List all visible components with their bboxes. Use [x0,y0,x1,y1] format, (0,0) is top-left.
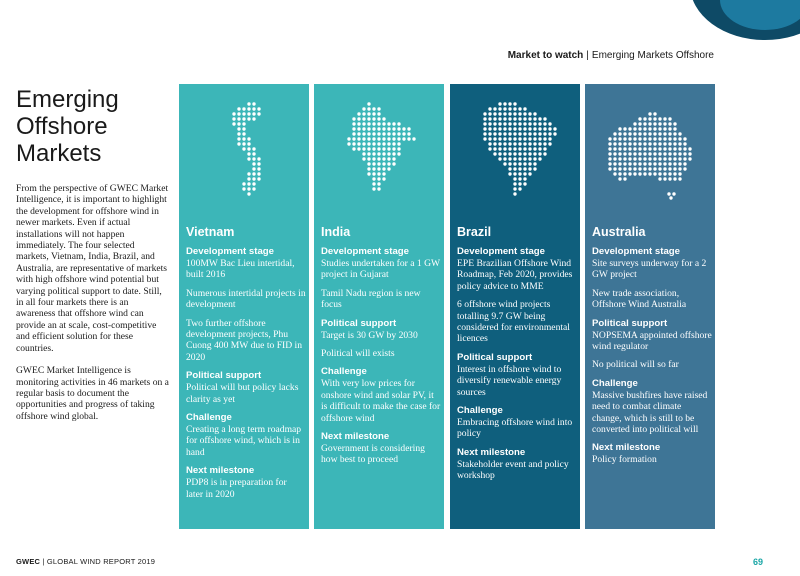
section-item: EPE Brazilian Offshore Wind Roadmap, Feb 2020, provides policy advice to MME [457,258,573,292]
country-map [314,84,444,212]
section-item: NOPSEMA appointed offshore wind regulator [592,329,712,353]
footer-report: GLOBAL WIND REPORT 2019 [46,557,156,566]
intro-paragraph: From the perspective of GWEC Market Intelligence, it is important to highlight the development for offshore wind in newer markets. Even if actual installations will not happen immediately. The four selected markets, Vietnam, India, Brazil, and Australia, are representative of markets with high offshore wind potential but varying political support to date. Still, in all four markets there is an awareness that offshore wind can provide an at scale, cost-competitive and efficient solution for these countries. [16,183,169,354]
section-item: Creating a long term roadmap for offshore wind, which is in hand [186,424,302,458]
page-title: Emerging Offshore Markets [16,86,119,167]
section-heading: Political support [457,351,533,363]
intro-text [16,183,169,433]
section-item: 100MW Bac Lieu intertidal, built 2016 [186,258,295,281]
section-heading: Challenge [457,405,503,417]
section-heading: Next milestone [592,442,661,454]
section-heading: Political support [186,370,262,382]
section-item: Government is considering how best to proceed [321,443,425,466]
india-map-icon [314,84,444,212]
australia-map-icon [585,84,715,212]
page-number: 69 [752,557,763,567]
market-details [186,225,306,507]
market-column-australia [585,84,715,529]
section-item: 6 offshore wind projects totalling 9.7 GW being considered for environmental licences [457,299,570,345]
running-header [508,50,714,61]
market-column-vietnam [179,84,309,529]
section-item: With very low prices for onshore wind and solar PV, it is difficult to make the case for offshore wind [321,378,441,424]
section-heading: Next milestone [457,446,526,458]
section-heading: Challenge [186,412,232,424]
section-item: Political will but policy lacks clarity as yet [186,382,299,405]
section-heading: Development stage [186,246,274,257]
header-separator: | [586,50,589,61]
country-name: Australia [592,225,646,239]
section-heading: Next milestone [186,465,255,477]
country-name: Vietnam [186,225,235,239]
section-heading: Development stage [592,246,680,257]
section-item: Embracing offshore wind into policy [457,417,573,440]
section-item: Interest in offshore wind to diversify renewable energy sources [457,363,562,398]
section-item: Site surveys underway for a 2 GW project [592,258,707,281]
market-column-brazil [450,84,580,529]
section-heading: Political support [592,317,668,329]
market-details [321,225,441,473]
header-subsection: Emerging Markets Offshore [591,50,714,61]
country-map [450,84,580,212]
vietnam-map-icon [179,84,309,212]
intro-paragraph: GWEC Market Intelligence is monitoring activities in 46 markets on a regular basis to document the opportunities and progress of taking offshore wind global. [16,365,169,422]
section-item: Massive bushfires have raised need to combat climate change, which is still to be converted into political will [592,389,708,436]
country-name: Brazil [457,225,492,239]
footer [16,557,155,566]
section-item: Tamil Nadu region is new focus [321,287,421,311]
market-details [457,225,577,489]
section-heading: Political support [321,317,397,329]
section-item: Stakeholder event and policy workshop [457,458,569,482]
section-item: New trade association, Offshore Wind Australia [592,287,687,311]
section-item: Two further offshore development projects, Phu Cuong 400 MW due to FID in 2020 [186,317,303,363]
footer-separator: | [42,557,45,566]
country-map [585,84,715,212]
market-column-india [314,84,444,529]
country-map [179,84,309,212]
section-item: No political will so far [592,359,679,371]
section-item: PDP8 is in preparation for later in 2020 [186,477,287,500]
country-name: India [321,225,351,239]
brazil-map-icon [450,84,580,212]
section-item: Political will exists [321,348,395,360]
section-heading: Development stage [457,246,545,257]
section-item: Target is 30 GW by 2030 [321,329,418,341]
market-details [592,225,712,473]
footer-org: GWEC [16,557,41,566]
header-section: Market to watch [507,50,584,61]
section-item: Numerous intertidal projects in development [186,287,306,311]
section-heading: Challenge [321,366,367,378]
section-item: Studies undertaken for a 1 GW project in Gujarat [321,258,440,281]
section-item: Policy formation [592,454,657,466]
section-heading: Next milestone [321,431,390,443]
section-heading: Development stage [321,246,409,257]
section-heading: Challenge [592,377,638,389]
